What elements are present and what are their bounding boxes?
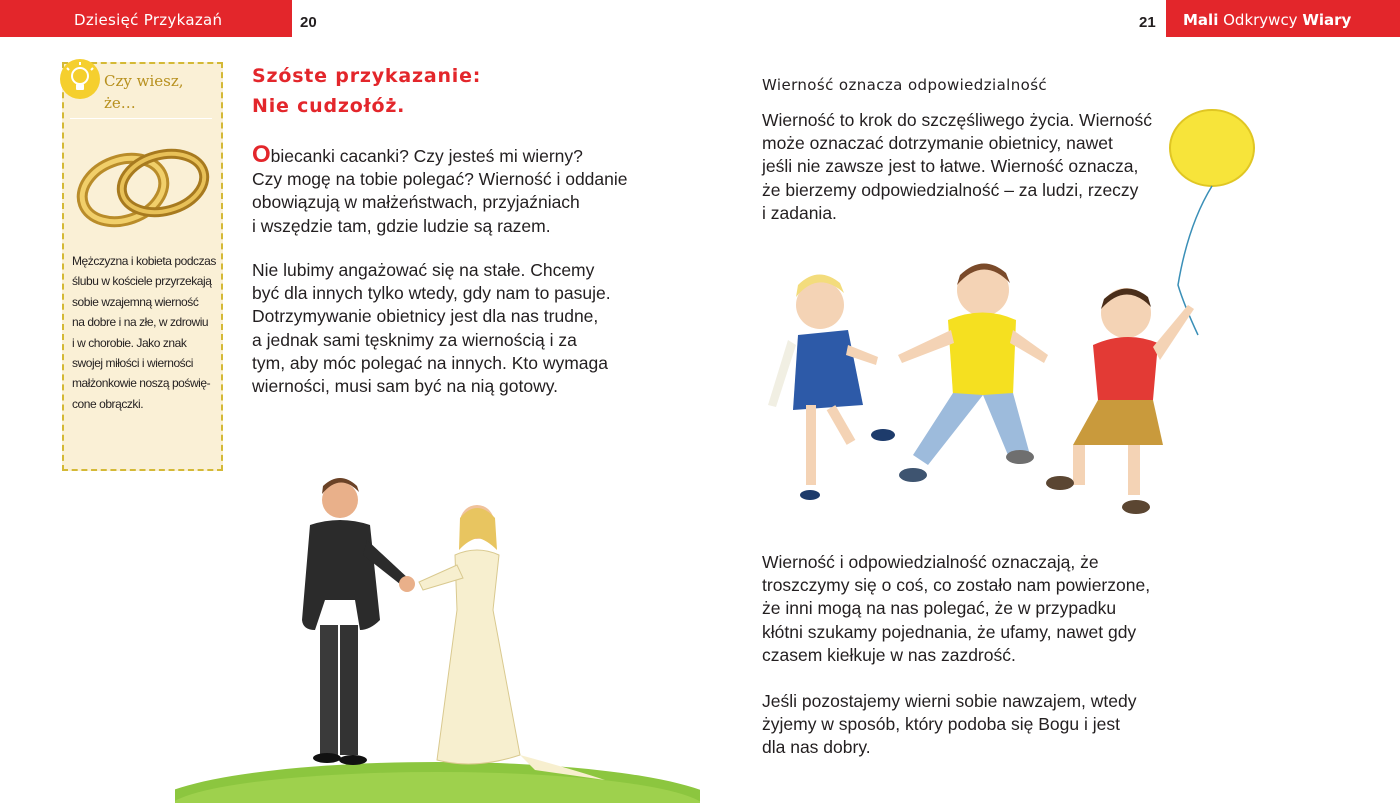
children-holding-hands-illustration — [748, 105, 1268, 525]
commandment-heading: Szóste przykazanie: Nie cudzołóż. — [252, 65, 482, 117]
header-right-bar — [1166, 0, 1400, 37]
page-number-right: 21 — [1139, 14, 1156, 31]
right-paragraph-2: Wierność i odpowiedzialność oznaczają, że troszczymy się o coś, co zostało nam powierzone, że inni mogą na nas polegać, że w przypadku kłótni szukamy pojednania, że ufamy, nawet gdy czasem kiełkuje w nas zazdrość. — [762, 552, 1151, 665]
info-box-title: Czy wiesz, że… — [104, 72, 184, 112]
left-paragraph-2: Nie lubimy angażować się na stałe. Chcemy być dla innych tylko wtedy, gdy nam to pasuje. Dotrzymywanie obietnicy jest dla nas trudne, a jednak sami tęsknimy za wiernością i za tym, aby móc polegać na innych. Kto wymaga wierności, musi sam być na nią gotowy. — [252, 260, 611, 397]
wedding-couple-illustration — [175, 470, 700, 803]
wedding-rings-illustration — [68, 138, 218, 238]
page-number-left: 20 — [300, 14, 317, 31]
series-title: Mali Odkrywcy Wiary — [1183, 11, 1352, 29]
info-box-text: Mężczyzna i kobieta podczas ślubu w kościele przyrzekają sobie wzajemną wierność na dobre i na złe, w zdrowiu i w chorobie. Jako znak swojej miłości i wierności małżonkowie noszą poświę- cone obrączki. — [72, 254, 216, 411]
lightbulb-icon — [57, 56, 103, 102]
header-left-bar — [0, 0, 292, 37]
drop-cap: O — [252, 141, 271, 168]
book-section-title: Dziesięć Przykazań — [74, 11, 223, 29]
section-subheading: Wierność oznacza odpowiedzialność — [762, 76, 1048, 94]
info-box-divider — [70, 118, 212, 119]
right-paragraph-1: Wierność to krok do szczęśliwego życia. Wierność może oznaczać dotrzymanie obietnicy, nawet jeśli nie zawsze jest to łatwe. Wierność oznacza, że bierzemy odpowiedzialność – za ludzi, rzeczy i zadania. — [762, 110, 1152, 223]
left-paragraph-1: Obiecanki cacanki? Czy jesteś mi wierny? Czy mogę na tobie polegać? Wierność i oddanie obowiązują w małżeństwach, przyjaźniach i wszędzie tam, gdzie ludzie są razem. — [252, 141, 628, 236]
right-paragraph-3: Jeśli pozostajemy wierni sobie nawzajem, wtedy żyjemy w sposób, który podoba się Bogu i jest dla nas dobry. — [762, 691, 1137, 758]
